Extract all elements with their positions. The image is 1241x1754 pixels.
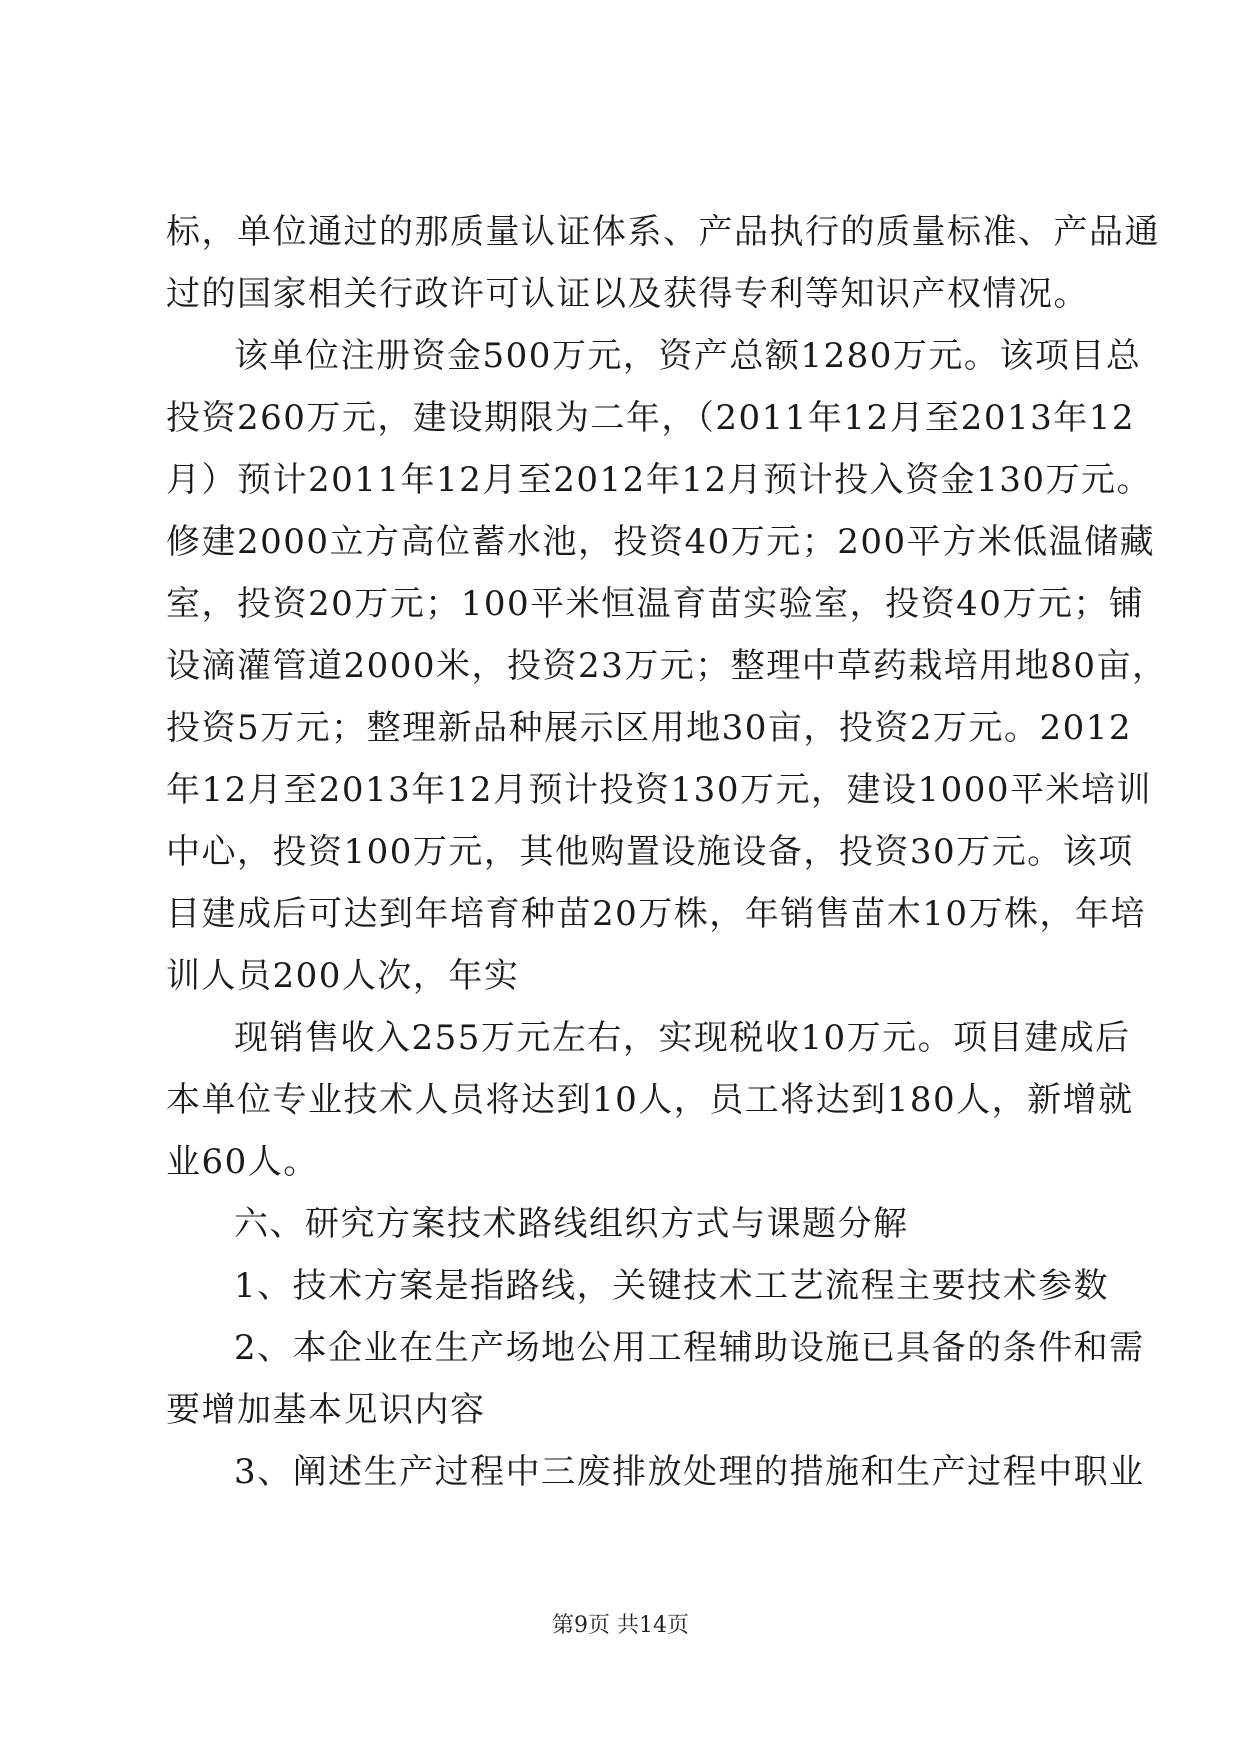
body-text-line: 训人员200人次，年实 [166,956,520,996]
body-text-line: 投资260万元，建设期限为二年，（2011年12月至2013年12 [166,398,1135,438]
page-number-footer: 第9页 共14页 [552,1613,689,1638]
body-text-line: 年12月至2013年12月预计投资130万元，建设1000平米培训 [166,770,1152,810]
list-item: 3、阐述生产过程中三废排放处理的措施和生产过程中职业 [234,1452,1145,1492]
body-text-line: 中心，投资100万元，其他购置设施设备，投资30万元。该项 [166,832,1134,872]
body-text-line: 月）预计2011年12月至2012年12月预计投入资金130万元。 [166,460,1152,500]
body-text-line: 投资5万元；整理新品种展示区用地30亩，投资2万元。2012 [166,708,1133,748]
body-text-line: 设滴灌管道2000米，投资23万元；整理中草药栽培用地80亩， [166,646,1168,686]
body-text-line: 室，投资20万元；100平米恒温育苗实验室，投资40万元；铺 [166,584,1145,624]
body-text-line: 目建成后可达到年培育种苗20万株，年销售苗木10万株，年培 [166,894,1147,934]
list-item: 2、本企业在生产场地公用工程辅助设施已具备的条件和需 [234,1328,1145,1368]
body-text-line: 标，单位通过的那质量认证体系、产品执行的质量标准、产品通 [166,212,1160,252]
body-text-line: 要增加基本见识内容 [166,1390,486,1430]
section-heading: 六、研究方案技术路线组织方式与课题分解 [234,1204,909,1244]
body-text-line: 本单位专业技术人员将达到10人，员工将达到180人，新增就 [166,1080,1134,1120]
body-text-line: 该单位注册资金500万元，资产总额1280万元。该项目总 [234,336,1142,376]
body-text-line: 业60人。 [166,1142,319,1182]
body-text-line: 现销售收入255万元左右，实现税收10万元。项目建成后 [234,1018,1131,1058]
body-text-line: 修建2000立方高位蓄水池，投资40万元；200平方米低温储藏 [166,522,1156,562]
list-item: 1、技术方案是指路线，关键技术工艺流程主要技术参数 [234,1266,1110,1306]
body-text-line: 过的国家相关行政许可认证以及获得专利等知识产权情况。 [166,274,1089,314]
